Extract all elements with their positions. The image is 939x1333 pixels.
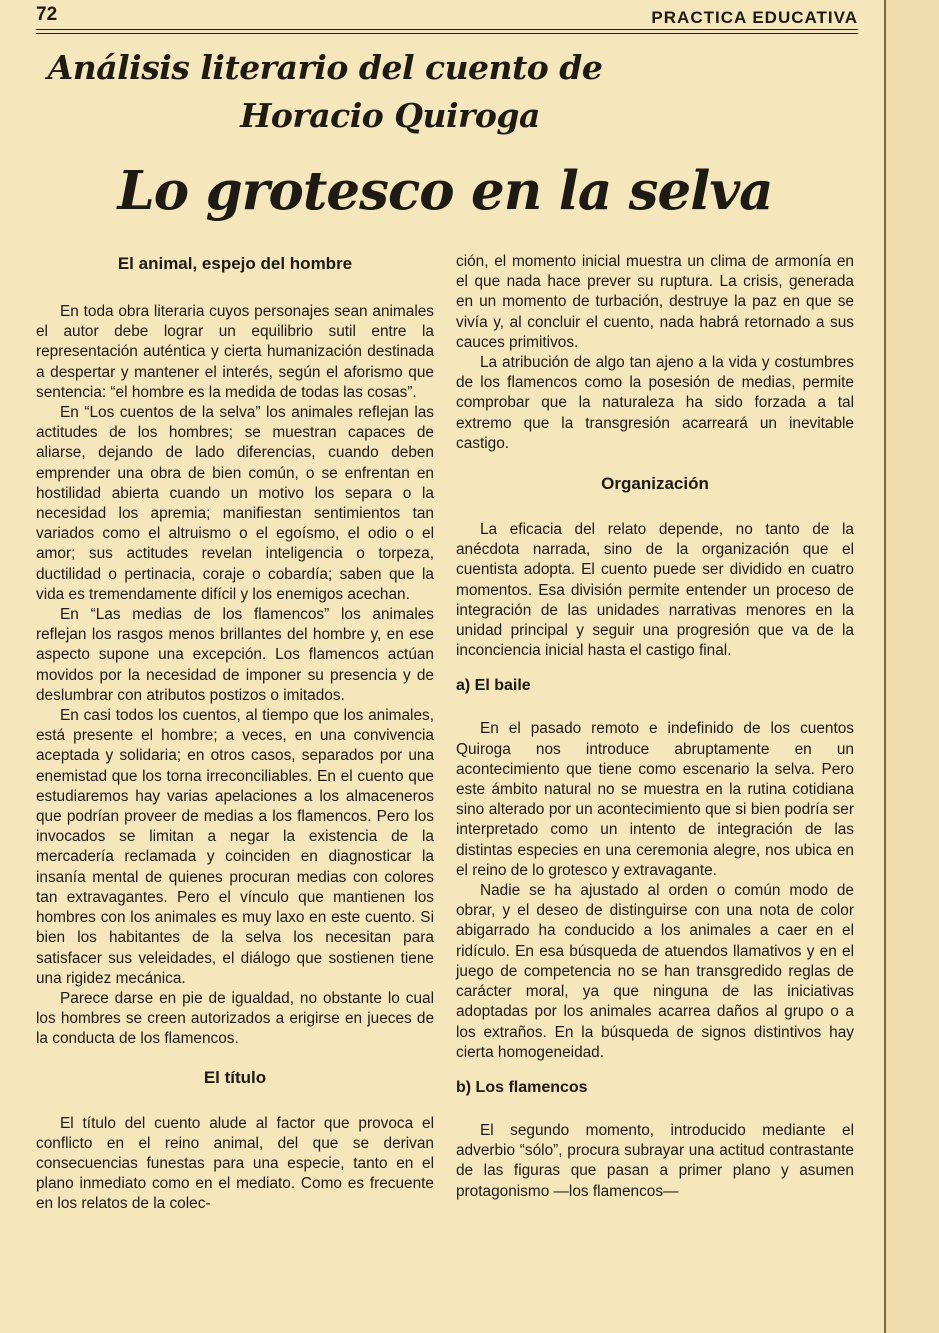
subsection-heading: b) Los flamencos [456,1078,588,1096]
paragraph: En “Las medias de los flamencos” los animales reflejan los rasgos menos brillantes del hombre y, en ese aspecto supone una excepción. Los flamencos actúan movidos por la necesidad de imponer su presencia y de deslumbrar con atributos postizos o imitados. [36,606,434,704]
paragraph: En toda obra literaria cuyos personajes sean animales el autor debe lograr un equilibrio sutil entre la representación auténtica y cierta humanización destinada a despertar y mantener el interés, según el aforismo que sentencia: “el hombre es la medida de todas las cosas”. [36,303,434,401]
page-header [36,4,858,30]
left-column [36,252,434,1215]
paragraph: En “Los cuentos de la selva” los animales reflejan las actitudes de los hombres; se muestran capaces de aliarse, dejando de lado diferencias, cuando deben emprender una obra de bien común, o se enfrentan en hostilidad abierta cuando un motivo los separa o la necesidad los apremia; manifiestan sentimientos tan variados como el altruismo o el egoísmo, el odio o el amor; sus actitudes revelan inteligencia o torpeza, ductilidad o pertinacia, coraje o cobardía; saben que la vida es tremendamente difícil y los enemigos acechan. [36,404,434,603]
page-number: 72 [36,4,58,25]
article-kicker [40,44,610,140]
section-heading: Organización [601,474,709,494]
page-edge [884,0,939,1333]
paragraph: ción, el momento inicial muestra un clima de armonía en el que nada hace prever su ruptura. La crisis, generada en un momento de turbación, destruye la paz en que se vivía y, al concluir el cuento, nada habrá retornado a sus cauces primitivos. [456,253,854,351]
paragraph: La eficacia del relato depende, no tanto de la anécdota narrada, sino de la organización que el cuentista adopta. El cuento puede ser dividido en cuatro momentos. Esa división permite entender un proceso de integración de las unidades narrativas menores en la unidad principal y seguir una progresión que va de la inconciencia inicial hasta el castigo final. [456,521,854,660]
paragraph: En el pasado remoto e indefinido de los cuentos Quiroga nos introduce abruptamente en un acontecimiento que tiene como escenario la selva. Pero este ámbito natural no se muestra en la rutina cotidiana sino alterado por un acontecimiento que si bien podría ser interpretado como un intento de integración de las distintas especies en una ceremonia alegre, nos ubica en el reino de lo grotesco y extravagante. [456,720,854,879]
paragraph: El título del cuento alude al factor que provoca el conflicto en el reino animal, del que se derivan consecuencias funestas para una especie, tanto en el plano inmediato como en el mediato. Como es frecuente en los relatos de la colec- [36,1114,434,1213]
paragraph: Parece darse en pie de igualdad, no obstante lo cual los hombres se creen autorizados a erigirse en jueces de la conducta de los flamencos. [36,989,434,1048]
paragraph: Nadie se ha ajustado al orden o común modo de obrar, y el deseo de distinguirse con una nota de color abigarrado ha conducido a los animales a caer en el ridículo. En esa búsqueda de atuendos llamativos y en el juego de competencia no se han transgredido reglas de carácter moral, ya que ninguna de las iniciativas adoptadas por los animales acarrea daños al grupo o a los extraños. En la búsqueda de signos distintivos hay cierta homogeneidad. [456,882,854,1061]
paragraph: En casi todos los cuentos, al tiempo que los animales, está presente el hombre; a veces, en una convivencia aceptada y solidaria; en otros casos, separados por una enemistad que los torna irreconciliables. En el cuento que estudiaremos hay varias apelaciones a los almaceneros que podrían proveer de medias a los flamencos. Pero los invocados se limitan a negar la existencia de la mercadería reclamada y coinciden en diagnosticar la insanía mental de quienes procuran medias con colores tan extravagantes. Pero el vínculo que mantienen los hombres con los animales es muy laxo en este cuento. Si bien los habitantes de la selva los necesitan para satisfacer sus veleidades, el diálogo que sostienen tiene una rigidez mecánica. [36,707,434,987]
section-name: PRACTICA EDUCATIVA [651,8,858,27]
paragraph: La atribución de algo tan ajeno a la vida y costumbres de los flamencos como la posesión de medias, permite comprobar que la naturaleza ha sido forzada a tal extremo que la transgresión acarreará un inevitable castigo. [456,354,854,452]
section-heading: El animal, espejo del hombre [117,254,353,273]
article-title: Lo grotesco en la selva [117,160,773,222]
paragraph: El segundo momento, introducido mediante el adverbio “sólo”, procura subrayar una actitud contrastante de las figuras que pasan a primer plano y asumen protagonismo —los flamencos— [456,1121,854,1200]
section-heading: El título [203,1067,267,1087]
kicker-line-1: Análisis literario del cuento de [47,48,603,87]
subsection-heading: a) El baile [456,677,531,695]
kicker-line-2: Horacio Quiroga [240,96,540,135]
right-column [456,252,854,1202]
header-rule [36,29,858,34]
